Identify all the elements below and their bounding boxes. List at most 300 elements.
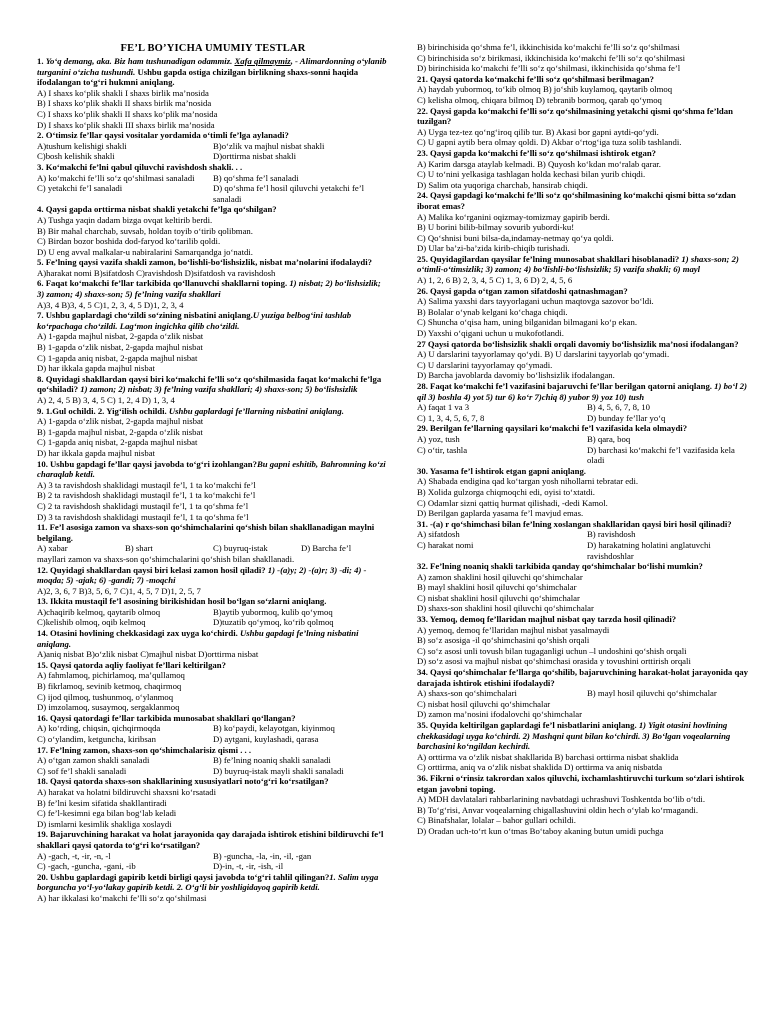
answer-option: D) Salim ota yuqoriga charchab, hansirab chiqdi. <box>417 179 588 190</box>
question-text <box>417 614 757 625</box>
question-block <box>37 522 389 564</box>
question-text <box>417 720 757 752</box>
answer-option: D)tuzatib qo‘ymoq, ko‘rib qolmoq <box>213 617 334 628</box>
answer-option: C) o‘ylandim, ketguncha, kiribsan <box>37 734 156 744</box>
question-number: 26. <box>417 285 428 296</box>
question-block <box>417 106 757 148</box>
answer-option: C)bosh kelishik shakli <box>37 151 115 162</box>
answer-option: D) I shaxs ko‘plik shakli III shaxs birlik ma’nosida <box>37 119 215 130</box>
question-number: 29. <box>417 423 428 434</box>
answer-option: C) U darslarini tayyorlamay qo‘ymadi. <box>417 359 553 370</box>
answer-option: D) Ular ba’zi-ba’zida kirib-chiqib turishadi. <box>417 243 570 254</box>
answer-option: D) so‘z asosi va majhul nisbat qo‘shimchasi orasida y tovushini orttirish orqali <box>417 656 691 667</box>
answer-option: A) ko‘rding, chiqsin, qichqirmoqda <box>37 723 161 734</box>
answer-option: C) U gapni aytib bera olmay qoldi. D) Akbar o‘rtog‘iga tuza solib tashlandi. <box>417 137 682 148</box>
question-block <box>37 278 389 310</box>
question-text <box>417 286 757 297</box>
options-row <box>37 766 389 777</box>
question-number: 20. <box>37 871 48 882</box>
answer-option: A) harakat va holatni bildiruvchi shaxsni ko‘rsatadi <box>37 786 217 797</box>
answer-option: B) qo‘shma fe’l sanaladi <box>213 172 299 183</box>
answer-option: C) 1-gapda aniq nisbat, 2-gapda majhul nisbat <box>37 437 198 448</box>
answer-option: B) 2 ta ravishdosh shaklidagi mustaqil fe’l, 1 ta ko‘makchi fe’l <box>37 490 256 501</box>
answer-option: B) Xolida gulzorga chiqmoqchi edi, oyisi to‘xtatdi. <box>417 486 595 497</box>
answer-option: A) 1-gapda majhul nisbat, 2-gapda o‘zlik nisbat <box>37 331 204 342</box>
question-text <box>37 204 389 215</box>
question-prompt: Qaysi gapda o‘tgan zamon sifatdoshi qatnashmagan? <box>430 285 628 296</box>
question-items: 1) shaxs-son; 2) o‘timli-o‘timsizlik; 3) zamon; 4) bo‘lishli-bo‘lishsizlik; 5) vazifa shakli; 6) mayl <box>417 253 739 275</box>
answer-option: A) zamon shaklini hosil qiluvchi qo‘shimchalar <box>417 571 583 582</box>
question-prompt: Otasini hovlining chekkasidagi zax uyga ko‘chirdi. <box>50 628 238 639</box>
answer-option: B) 1-gapda majhul nisbat, 2-gapda o‘zlik nisbat <box>37 426 203 437</box>
answer-option: D) birinchisida ko‘makchi fe’lli so‘z qo‘shilmasi, ikkinchisida qo‘shma fe’l <box>417 63 681 74</box>
answer-option: D)orttirma nisbat shakli <box>213 151 296 162</box>
question-prompt: Qaysi gapdagi ko‘makchi fe’lli so‘z qo‘shilmasining ko‘makchi qismi bitta so‘zdan iborat emas? <box>417 190 736 211</box>
question-text <box>417 423 757 434</box>
options-row <box>37 173 389 184</box>
question-prompt: Bajaruvchining harakat va holat jarayonida qay darajada ishtirok etishini bildiruvchi fe’l shakllari qaysi qatorda to‘g‘ri ko‘rsatilgan? <box>37 829 384 850</box>
options-row <box>417 402 757 413</box>
question-text <box>37 406 389 417</box>
question-text <box>37 596 389 607</box>
answer-option: C) yetakchi fe’l sanaladi <box>37 183 123 194</box>
question-items: 1) Yigit otasini hovlining chekkasidagi uyga ko‘chirdi. 2) Mashqni qunt bilan ko‘chirdi. 3) Bo‘lgan voqealarning barchasini ko‘ngildan kechirdi. <box>417 720 731 752</box>
question-text <box>37 872 389 893</box>
answer-option: D) Oradan uch-to‘rt kun o‘tmas Bo‘taboy akaning butun umidi puchga <box>417 825 664 836</box>
answer-option: B) U borini bilib-bilmay sovurib yubordi-ku! <box>417 222 575 233</box>
question-prompt: Fe’lning zamon, shaxs-son qo‘shimchalarisiz qismi . . . <box>50 744 252 755</box>
question-block <box>37 776 389 829</box>
options-row <box>417 445 757 466</box>
options-row <box>417 529 757 540</box>
answer-option: mayllari zamon va shaxs-son qo‘shimchalarini qo‘shish bilan shakllanadi. <box>37 553 295 564</box>
question-text <box>417 190 757 211</box>
options-row <box>37 151 389 162</box>
question-block <box>417 148 757 190</box>
answer-option: A) Malika ko‘rganini oqizmay-tomizmay gapirib berdi. <box>417 211 610 222</box>
answer-option: A) 1, 2, 6 B) 2, 3, 4, 5 C) 1, 3, 6 D) 2, 4, 5, 6 <box>417 275 573 286</box>
answer-option: B) so‘z asosiga -il qo‘shimchasini qo‘shish orqali <box>417 635 590 646</box>
question-number: 11. <box>37 522 48 533</box>
question-text <box>417 339 757 350</box>
answer-option: B) ravishdosh <box>587 529 636 540</box>
answer-option: A)tushum kelishigi shakli <box>37 140 127 151</box>
question-prompt: Ko‘makchi fe’lni qabul qiluvchi ravishdosh shakli. . . <box>45 161 243 172</box>
question-number: 7. <box>37 310 44 321</box>
answer-option: C) harakat nomi <box>417 539 474 550</box>
answer-option: C) so‘z asosi unli tovush bilan tugaganligi uchun –l undoshini qo‘shish orqali <box>417 645 687 656</box>
question-block <box>417 381 757 423</box>
question-text <box>37 257 389 268</box>
question-prompt: Fe’lning noaniq shakli tarkibida qanday qo‘shimchalar bo‘lishi mumkin? <box>430 561 703 572</box>
answer-option: A) har ikkalasi ko‘makchi fe’lli so‘z qo‘shilmasi <box>37 892 207 903</box>
question-number: 35. <box>417 720 428 730</box>
question-block <box>417 254 757 286</box>
options-row <box>417 413 757 424</box>
answer-option: B) fe’lning noaniq shakli sanaladi <box>213 755 331 766</box>
question-text <box>417 254 757 275</box>
question-block <box>37 713 389 745</box>
answer-option: C) fe’l-kesimni ega bilan bog‘lab keladi <box>37 808 177 819</box>
question-prompt: Ushbu gapda ostiga chizilgan birlikning shaxs-sonni haqida ifodalangan to‘g‘ri hukmni aniqlang. <box>37 66 359 88</box>
question-prompt: Faqat ko‘makchi fe’llar tarkibida qo‘llanuvchi shakllarni toping. <box>45 278 288 289</box>
answer-option: D) zamon ma’nosini ifodalovchi qo‘shimchalar <box>417 709 583 720</box>
question-items: 1) bo‘l 2) qil 3) boshla 4) yot 5) tur 6) ko‘r 7)chiq 8) yubor 9) yoz 10) tush <box>417 381 747 402</box>
question-text <box>417 106 757 127</box>
answer-option: A)aniq nisbat B)o‘zlik nisbat C)majhul nisbat D)orttirma nisbat <box>37 649 259 660</box>
question-prompt: Fikrni o‘rinsiz takrordan xalos qiluvchi, ixchamlashtiruvchi turkum so‘zlari ishtirok etgan javobni toping. <box>417 772 745 794</box>
question-items: 1) zamon; 2) nisbat; 3) fe’lning vazifa shakllari; 4) shaxs-son; 5) bo‘lishsizlik <box>78 384 358 395</box>
answer-option: B) fe’lni kesim sifatida shakllantiradi <box>37 797 167 808</box>
question-block <box>37 872 389 904</box>
question-prompt: Qaysi gapda ko‘makchi fe’lli so‘z qo‘shilmasining yetakchi qismi qo‘shma fe’ldan tuzilgan? <box>417 105 733 127</box>
answer-option: C) o‘tir, tashla <box>417 444 468 455</box>
answer-option: A) orttirma va o‘zlik nisbat shakllarida B) barchasi orttirma nisbat shaklida <box>417 751 679 762</box>
question-text <box>417 466 757 477</box>
question-number: 28. <box>417 381 428 391</box>
answer-option: A) -gach, -t, -ir, -n, -l <box>37 850 111 861</box>
answer-option: A)chaqirib kelmoq, qaytarib olmoq <box>37 606 161 617</box>
question-block <box>37 162 389 204</box>
question-block <box>417 519 757 561</box>
answer-option: B) fikrlamoq, sevinib ketmoq, chaqirmoq <box>37 681 182 692</box>
options-row <box>417 540 757 561</box>
question-prompt: Qaysi qo‘shimchalar fe’llarga qo‘shilib, bajaruvchining harakat-holat jarayonida qay darajada ishtirok etishini ifodalaydi? <box>417 667 748 688</box>
question-text <box>417 519 757 530</box>
page-title: FE’L BO’YICHA UMUMIY TESTLAR <box>120 43 306 54</box>
question-block <box>37 596 389 628</box>
question-number: 34. <box>417 667 428 678</box>
question-number: 12. <box>37 564 48 575</box>
answer-option: C) 1, 3, 4, 5, 6, 7, 8 <box>417 412 485 423</box>
question-text <box>37 374 389 395</box>
question-block <box>37 660 389 713</box>
answer-option: A)harakat nomi B)sifatdosh C)ravishdosh D)sifatdosh va ravishdosh <box>37 267 276 278</box>
answer-option: C) U to‘nini yelkasiga tashlagan holda kechasi bilan yurib chiqdi. <box>417 169 646 180</box>
answer-option: A) Salima yaxshi dars tayyorlagani uchun maqtovga sazovor bo‘ldi. <box>417 296 654 307</box>
question-block <box>417 773 757 837</box>
answer-option: B) birinchisida qo‘shma fe’l, ikkinchisida ko‘makchi fe’lli so‘z qo‘shilmasi <box>417 42 680 52</box>
question-number: 8. <box>37 373 44 384</box>
question-prompt: Quyidagi shakllardan qaysi biri kelasi zamon hosil qiladi? <box>50 564 266 575</box>
answer-option: D) Berilgan gaplarda yasama fe’l mavjud emas. <box>417 508 584 519</box>
question-quote: , - Alimardonning o‘ylanib turganini o‘zicha tushundi. <box>37 56 387 77</box>
question-number: 24. <box>417 190 428 201</box>
answer-option: C) 1-gapda aniq nisbat, 2-gapda majhul nisbat <box>37 352 198 363</box>
answer-option: A) Uyga tez-tez qo‘ng‘iroq qilib tur. B) Akasi bor gapni aytdi-qo‘ydi. <box>417 126 659 137</box>
question-items: 1. Salim uyga borguncha yo‘l-yo‘lakay gapirib ketdi. 2. O‘g‘li bir yoshligidayoq gapirib ketdi. <box>37 871 379 893</box>
question-number: 36. <box>417 772 428 783</box>
answer-option: A) 1-gapda o‘zlik nisbat, 2-gapda majhul nisbat <box>37 416 204 427</box>
question-text <box>417 381 757 402</box>
answer-option: A) o‘tgan zamon shakli sanaladi <box>37 755 150 766</box>
answer-option: A) 2, 4, 5 B) 3, 4, 5 C) 1, 2, 4 D) 1, 3, 4 <box>37 395 175 405</box>
question-prompt: O‘timsiz fe’llar qaysi vositalar yordamida o‘timli fe’lga aylanadi? <box>45 130 289 141</box>
answer-option: C) sof fe’l shakli sanaladi <box>37 765 127 776</box>
question-number: 1. <box>37 56 44 66</box>
answer-option: A)2, 3, 6, 7 B)3, 5, 6, 7 C)1, 4, 5, 7 D)1, 2, 5, 7 <box>37 585 201 596</box>
question-text <box>417 74 757 85</box>
answer-option: C)kelishib olmoq, oqib kelmoq <box>37 617 146 628</box>
answer-option: C) 2 ta ravishdosh shaklidagi mustaqil fe’l, 1 ta qo‘shma fe’l <box>37 500 249 511</box>
answer-option: B) qara, boq <box>587 433 631 444</box>
options-row <box>37 607 389 618</box>
answer-option: D) buyruq-istak mayli shakli sanaladi <box>213 765 344 776</box>
answer-option: A) Tushga yaqin dadam bizga ovqat keltirib berdi. <box>37 214 213 225</box>
answer-option: C) nisbat shaklini hosil qiluvchi qo‘shimchalar <box>417 592 580 603</box>
question-text <box>37 278 389 299</box>
question-text <box>37 162 389 173</box>
question-block <box>417 190 757 254</box>
question-prompt: Quyidagi shakllardan qaysi biri ko‘makchi fe’lli so‘z qo‘shilmasida faqat ko‘makchi fe’lga qo‘shiladi? <box>37 373 382 395</box>
question-text <box>37 776 389 787</box>
answer-option: B)o‘zlik va majhul nisbat shakli <box>213 140 325 151</box>
answer-option: B) 4, 5, 6, 7, 8, 10 <box>587 402 650 413</box>
question-block <box>417 466 757 519</box>
question-items: Bu gapni eshitib, Bahromning ko‘zi charaqlab ketdi. <box>37 458 386 480</box>
options-row <box>37 617 389 628</box>
question-number: 33. <box>417 614 428 625</box>
answer-option: B) Bolalar o‘ynab kelgani ko‘chaga chiqdi. <box>417 306 568 317</box>
answer-option: B) -guncha, -la, -in, -il, -gan <box>213 850 312 861</box>
question-prompt: Quyidagilardan qaysilar fe’lning munosabat shakllari hisoblanadi? <box>430 253 680 264</box>
answer-option: B) Bir mahal charchab, suvsab, holdan toyib o‘tirib qolibman. <box>37 225 253 236</box>
question-prompt: Fe’l asosiga zamon va shaxs-son qo‘shimchalarini qo‘shish bilan shakllanadigan maylni belgilang. <box>37 522 375 543</box>
question-number: 21. <box>417 73 428 84</box>
question-prompt: Yasama fe’l ishtirok etgan gapni aniqlang. <box>429 465 586 476</box>
question-items: 1) -(a)y; 2) -(a)r; 3) -di; 4) -moqda; 5) -ajak; 6) -gandi; 7) -moqchi <box>37 564 367 586</box>
question-number: 5. <box>37 257 44 268</box>
question-text <box>417 148 757 159</box>
question-block <box>37 829 389 871</box>
answer-option: B)aytib yubormoq, kulib qo‘ymoq <box>213 606 333 617</box>
answer-option: C) orttirma, aniq va o‘zlik nisbat shaklida D) orttirma va aniq nisbatda <box>417 762 663 773</box>
question-block <box>417 614 757 667</box>
options-row <box>37 723 389 734</box>
question-text <box>37 130 389 141</box>
answer-option: D) har ikkala gapda majhul nisbat <box>37 363 155 374</box>
question-number: 6. <box>37 278 44 289</box>
question-block <box>37 565 389 597</box>
answer-option: D) Barcha fe’l <box>301 543 352 554</box>
left-column <box>37 56 389 904</box>
answer-option: A) MDH davlatalari rahbarlarining navbatdagi uchrashuvi Toshkentda bo‘lib o‘tdi. <box>417 794 706 805</box>
answer-option: B) mayl shaklini hosil qiluvchi qo‘shimchalar <box>417 582 577 593</box>
question-prompt: Qaysi gapda orttirma nisbat shakli yetakchi fe’lga qo‘shilgan? <box>45 204 277 215</box>
question-text <box>37 660 389 671</box>
answer-option: D) shaxs-son shaklini hosil qiluvchi qo‘shimchalar <box>417 603 594 614</box>
answer-option: A) faqat 1 va 3 <box>417 402 470 413</box>
question-quote: Yo‘q demang, aka. Biz ham tushunadigan odammiz. <box>45 56 235 66</box>
question-block <box>417 423 757 465</box>
answer-option: C) nisbat hosil qiluvchi qo‘shimchalar <box>417 698 551 709</box>
answer-option: C) Odamlar sizni qattiq hurmat qilishadi, -dedi Kamol. <box>417 497 608 508</box>
question-prompt: Ikkita mustaqil fe’l asosining birikishidan hosil bo‘lgan so‘zlarni aniqlang. <box>50 596 327 607</box>
options-row <box>37 141 389 152</box>
options-row <box>37 183 389 204</box>
question-text <box>417 561 757 572</box>
answer-option: D) bunday fe’llar yo‘q <box>587 412 666 423</box>
question-number: 22. <box>417 105 428 116</box>
question-number: 27 <box>417 338 426 349</box>
answer-option: C) ijod qilmoq, tushunmoq, o‘ylanmoq <box>37 691 174 702</box>
question-prompt: Qaysi qatorda ko‘makchi fe’lli so‘z qo‘shilmasi berilmagan? <box>430 73 654 84</box>
question-block <box>37 628 389 660</box>
question-number: 2. <box>37 130 44 141</box>
question-number: 30. <box>417 465 428 476</box>
answer-option: C) I shaxs ko‘plik shakli II shaxs ko‘plik ma’nosida <box>37 108 218 119</box>
answer-option: A) ko‘makchi fe’lli so‘z qo‘shilmasi sanaladi <box>37 172 195 183</box>
answer-option: A) sifatdosh <box>417 529 460 540</box>
question-block <box>37 56 389 130</box>
question-prompt: Qaysi qatordagi fe’llar tarkibida munosabat shakllari qo‘llangan? <box>50 712 296 723</box>
question-prompt: Qaysi qatorda bo‘lishsizlik shakli orqali davomiy bo‘lishsizlik ma’nosi ifodalangan? <box>427 338 739 349</box>
question-number: 13. <box>37 596 48 607</box>
options-row <box>37 543 389 554</box>
question-number: 19. <box>37 829 48 840</box>
answer-option: A) I shaxs ko‘plik shakli I shaxs birlik ma’nosida <box>37 87 209 98</box>
question-block <box>37 130 389 162</box>
answer-option: C) Shuncha o‘qisa ham, uning bilganidan bilmagani ko‘p ekan. <box>417 317 638 328</box>
question-block <box>417 286 757 339</box>
question-block <box>37 745 389 777</box>
answer-option: A) Karim darsga ataylab kelmadi. B) Quyosh ko‘kdan mo‘ralab qarar. <box>417 158 661 169</box>
answer-option: D) 3 ta ravishdosh shaklidagi mustaqil fe’l, 1 ta qo‘shma fe’l <box>37 511 249 522</box>
question-prompt: -(a) r qo‘shimchasi bilan fe’lning xoslangan shakllaridan qaysi biri hosil qilinadi? <box>430 518 732 529</box>
question-prompt: Yemoq, demoq fe’llaridan majhul nisbat qay tarzda hosil qilinadi? <box>429 614 677 625</box>
question-block <box>417 720 757 773</box>
question-items: 1) nisbat; 2) bo‘lishsizlik; 3) zamon; 4) shaxs-son; 5) fe’lning vazifa shakllari <box>37 278 381 300</box>
question-block <box>417 667 757 720</box>
question-block <box>417 42 757 74</box>
answer-option: C) Birdan bozor boshida dod-faryod ko‘tarilib qoldi. <box>37 236 221 247</box>
answer-option: A)3, 4 B)3, 4, 5 C)1, 2, 3, 4, 5 D)1, 2, 3, 4 <box>37 299 184 310</box>
options-row <box>417 688 757 699</box>
answer-option: B) 1-gapda o‘zlik nisbat, 2-gapda majhul nisbat <box>37 342 203 353</box>
answer-option: D) aytgani, kuylashadi, qarasa <box>213 734 319 744</box>
question-text <box>37 310 389 331</box>
answer-option: B) mayl hosil qiluvchi qo‘shimchalar <box>587 688 717 699</box>
answer-option: D) har ikkala gapda majhul nisbat <box>37 447 155 458</box>
options-row <box>417 434 757 445</box>
answer-option: D)-in, -t, -ir, -ish, -il <box>213 861 284 872</box>
question-prompt: Ushbu gapdagi fe’llar qaysi javobda to‘g‘ri izohlangan? <box>50 458 257 469</box>
options-row <box>37 851 389 862</box>
question-prompt: Qaysi gapda ko‘makchi fe’lli so‘z qo‘shilmasi ishtirok etgan? <box>430 147 657 158</box>
question-block <box>37 257 389 278</box>
question-text <box>37 459 389 480</box>
question-text <box>417 667 757 688</box>
question-number: 25. <box>417 253 428 264</box>
question-number: 14. <box>37 628 48 639</box>
answer-option: B) shart <box>125 543 153 554</box>
answer-option: D) Yaxshi o‘qigani uchun u mukofotlandi. <box>417 328 564 339</box>
question-block <box>417 74 757 106</box>
question-prompt: Quyida keltirilgan gaplardagi fe’l nisbatlarini aniqlang. <box>430 720 637 730</box>
question-items: Ushbu gaplardagi fe’llarning nisbatini aniqlang. <box>166 405 344 416</box>
question-block <box>417 561 757 614</box>
question-text <box>37 56 389 88</box>
question-items: Ushbu gapdagi fe’lning nisbatini aniqlang. <box>37 628 359 649</box>
answer-option: C) -gach, -guncha, -gani, -ib <box>37 861 136 872</box>
question-block <box>37 406 389 459</box>
answer-option: A) U darslarini tayyorlamay qo‘ydi. B) U darslarini tayyorlab qo‘ymadi. <box>417 349 670 360</box>
question-prompt: Berilgan fe’llarning qaysilari ko‘makchi fe’l vazifasida kela olmaydi? <box>430 423 688 434</box>
question-text <box>417 773 757 794</box>
options-row <box>37 755 389 766</box>
question-block <box>37 459 389 523</box>
right-column <box>417 42 757 837</box>
question-block <box>37 204 389 257</box>
question-number: 15. <box>37 659 48 670</box>
answer-option: B) I shaxs ko‘plik shakli II shaxs birlik ma’nosida <box>37 98 212 109</box>
question-number: 23. <box>417 147 428 158</box>
question-block <box>37 310 389 374</box>
question-text <box>37 713 389 724</box>
question-number: 17. <box>37 744 48 755</box>
question-prompt: Ushbu gaplardagi cho‘zildi so‘zining nisbatini aniqlang. <box>45 310 253 321</box>
question-block <box>37 374 389 406</box>
answer-option: D) ismlarni kesimlik shakliga xoslaydi <box>37 818 172 829</box>
question-number: 4. <box>37 204 44 215</box>
answer-option: C) Binafshalar, lolalar – bahor gullari ochildi. <box>417 815 576 826</box>
question-text <box>37 628 389 649</box>
question-number: 32. <box>417 561 428 572</box>
answer-option: A) 3 ta ravishdosh shaklidagi mustaqil fe’l, 1 ta ko‘makchi fe’l <box>37 479 256 490</box>
question-block <box>417 339 757 381</box>
answer-option: C) birinchisida so‘z birikmasi, ikkinchisida ko‘makchi fe’lli so‘z qo‘shilmasi <box>417 52 686 63</box>
answer-option: A) shaxs-son qo‘shimchalari <box>417 688 517 699</box>
answer-option: D) barchasi ko‘makchi fe’l vazifasida kela oladi <box>587 444 735 466</box>
underlined-word: Xafa qilmaymiz <box>234 56 291 66</box>
question-number: 31. <box>417 518 428 529</box>
answer-option: D) Barcha javoblarda davomiy bo‘lishsizlik ifodalangan. <box>417 370 615 381</box>
answer-option: B) To‘g‘risi, Anvar voqealarning chigallashuvini oldin hech o‘ylab ko‘rmagandi. <box>417 804 699 815</box>
question-text <box>37 745 389 756</box>
question-prompt: Qaysi qatorda aqliy faoliyat fe’llari keltirilgan? <box>50 659 226 670</box>
answer-option: A) haydab yubormoq, to‘kib olmoq B) jo‘shib kuylamoq, qaytarib olmoq <box>417 84 673 95</box>
answer-option: A) yemoq, demoq fe’llaridan majhul nisbat yasalmaydi <box>417 624 610 635</box>
question-number: 10. <box>37 458 48 469</box>
answer-option: C) Qo‘shnisi buni bilsa-da,indamay-netmay qo‘ya qoldi. <box>417 232 614 243</box>
answer-option: A) fahmlamoq, pichirlamoq, ma’qullamoq <box>37 670 185 681</box>
question-text <box>37 829 389 850</box>
answer-option: D) imzolamoq, susaymoq, sergaklanmoq <box>37 702 180 713</box>
question-prompt: Ushbu gaplardagi gapirib ketdi birligi qaysi javobda to‘g‘ri tahlil qilingan? <box>50 871 330 882</box>
answer-option: D) qo‘shma fe’l hosil qiluvchi yetakchi fe’l sanaladi <box>213 183 365 204</box>
question-prompt: Fe’lning qaysi vazifa shakli zamon, bo‘lishli-bo‘lishsizlik, nisbat ma’nolarini ifodalaydi? <box>45 257 373 268</box>
answer-option: D) U eng avval malkalar-u nabiralarini Samarqandga jo‘natdi. <box>37 246 253 257</box>
answer-option: D) harakatning holatini anglatuvchi ravishdoshlar <box>587 539 711 561</box>
answer-option: A) yoz, tush <box>417 433 460 444</box>
answer-option: C) buyruq-istak <box>213 543 268 554</box>
question-prompt: 1.Gul ochildi. 2. Yig‘ilish ochildi. <box>45 405 167 416</box>
answer-option: C) kelisha olmoq, chiqara bilmoq D) tebranib bormoq, qarab qo‘ymoq <box>417 94 662 105</box>
question-number: 3. <box>37 161 44 172</box>
answer-option: A) xabar <box>37 543 68 554</box>
question-text <box>37 522 389 543</box>
question-text <box>37 565 389 586</box>
question-prompt: Qaysi qatorda shaxs-son shakllarining xususiyatlari noto‘g‘ri ko‘rsatilgan? <box>50 776 329 787</box>
answer-option: B) ko‘paydi, kelayotgan, kiyinmoq <box>213 723 335 734</box>
question-number: 16. <box>37 712 48 723</box>
answer-option: A) Shabada endigina qad ko‘targan yosh nihollarni tebratar edi. <box>417 476 639 487</box>
question-number: 9. <box>37 405 44 416</box>
question-items: U yuziga belbog‘ini tashlab ko‘rpachaga cho‘zildi. Lag‘mon ingichka qilib cho‘zildi. <box>37 310 352 331</box>
question-prompt: Faqat ko‘makchi fe’l vazifasini bajaruvchi fe’llar berilgan qatorni aniqlang. <box>430 381 712 391</box>
question-number: 18. <box>37 776 48 787</box>
options-row <box>37 734 389 745</box>
